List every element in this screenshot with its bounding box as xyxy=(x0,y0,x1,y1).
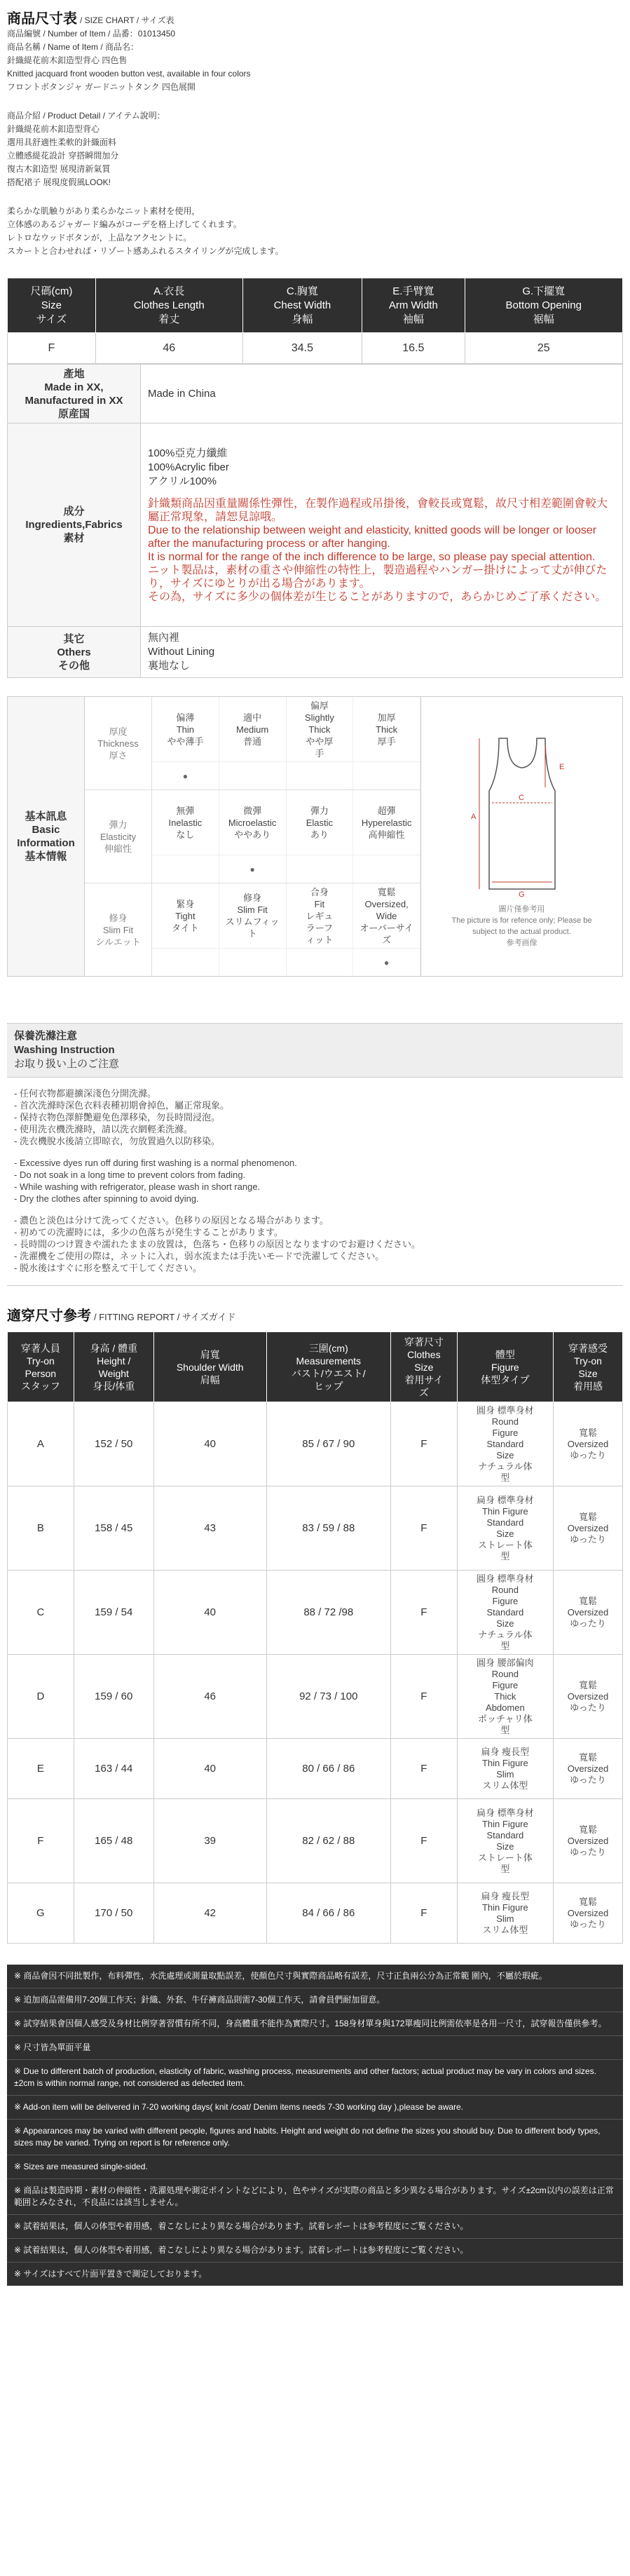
arm-cell: 16.5 xyxy=(362,333,465,364)
empty-slot xyxy=(152,855,219,883)
fit-header: 穿著感受 Try-on Size 着用感 xyxy=(554,1332,623,1402)
selected-dot-icon: ● xyxy=(152,762,219,789)
table-row xyxy=(8,1883,623,1944)
empty-slot xyxy=(353,762,420,789)
table-row xyxy=(8,1486,623,1571)
fit-cell-hw: 158 / 45 xyxy=(74,1486,153,1571)
header-title xyxy=(7,0,623,27)
fit-cell-feel: 寬鬆 Oversized ゆったり xyxy=(554,1799,623,1883)
info-line: 商品編號 / Number of Item / 品番：01013450 xyxy=(7,29,176,39)
note: ※ Appearances may be varied with different people, figures and habits. Height and weight do not define the sizes you should buy. Due to different body types, sizes may be varied. Trying on report is for reference only. xyxy=(7,2120,623,2155)
table-row xyxy=(8,1739,623,1799)
note: ※ 試着結果は，個人の体型や着用感，着こなしにより異なる場合があります。試着レポートは参考程度にご覧ください。 xyxy=(7,2239,623,2263)
fit-cell-size: F xyxy=(391,1402,458,1486)
origin-row xyxy=(8,365,623,423)
detail-line: 搭配裙子 展現度假風LOOK! xyxy=(7,177,111,187)
basic-info-grid xyxy=(85,697,421,976)
note: ※ 試穿結果會因個人感受及身材比例穿著習慣有所不同，身高體重不能作為實際尺寸。158身材單身與172單瘦同比例需依率是各用一尺寸，試穿報告僅供參考。 xyxy=(7,2012,623,2036)
other-value: 無內裡 Without Lining 裏地なし xyxy=(141,627,623,678)
material-value: 100%亞克力纖維 100%Acrylic fiber アクリル100% 針織類商品因重量關係性彈性，在製作過程或吊掛後，會較長或寬鬆，故尺寸相差範圍會較大屬正常現象，請恕見諒哦。 Due to the relationship between weight and elasticity, knitted goods will be longer or looser after the manufacturing process or after hanging. It is normal for the range of the inch difference to be large, so please pay special attention. ニット製品は，素材の重さや伸縮性の特性上，製造過程やハンガー掛けによって丈が伸びたり，サイズにゆとりが出る場合があります。 その為，サイズに多少の個体差が生じることがありますので，あらかじめご了承ください。 xyxy=(141,423,623,627)
chest-cell: 34.5 xyxy=(242,333,362,364)
fit-cell-figure: 圓身 標準身材 Round Figure Standard Size ナチュラル体 型 xyxy=(457,1571,553,1655)
fit-cell-figure: 圓身 腰部偏肉 Round Figure Thick Abdomen ポッチャリ体 型 xyxy=(457,1655,553,1739)
fit-cell-meas: 82 / 62 / 88 xyxy=(266,1799,390,1883)
origin-value: Made in China xyxy=(141,365,623,423)
detail-line: 選用具舒適性柔軟的針織面料 xyxy=(7,137,117,147)
info-line: 商品名稱 / Name of Item / 商品名： xyxy=(7,42,139,52)
basic-option: 彈力 Elastic あり xyxy=(287,790,354,855)
notes-block-zh xyxy=(7,1965,623,2286)
note: ※ 商品會因不同批製作，布料彈性，水洗處理或測量取點誤差，使顏色尺寸與實際商品略有誤差，尺寸正負兩公分為正常範 圍內，不屬於瑕疵。 xyxy=(7,1965,623,1988)
basic-info-row xyxy=(85,790,420,883)
fit-cell-size: F xyxy=(391,1571,458,1655)
note: ※ 商品は製造時期・素材の伸縮性・洗濯処理や測定ポイントなどにより，色やサイズが実際の商品と多少異なる場合があります。サイズ±2cm以内の誤差は正常範囲とみなされ，不良品には該当しません。 xyxy=(7,2179,623,2215)
fit-cell-meas: 88 / 72 /98 xyxy=(266,1571,390,1655)
table-row xyxy=(8,1571,623,1655)
basic-category: 修身 Slim Fit シルエット xyxy=(85,883,152,976)
fit-cell-meas: 92 / 73 / 100 xyxy=(266,1655,390,1739)
note: ※ 試着結果は，個人の体型や着用感，着こなしにより異なる場合があります。試着レポートは参考程度にご覧ください。 xyxy=(7,2215,623,2239)
fit-cell-size: F xyxy=(391,1799,458,1883)
fit-cell-hw: 159 / 54 xyxy=(74,1571,153,1655)
basic-option: 無彈 Inelastic なし xyxy=(152,790,219,855)
fit-header: 身高 / 體重 Height / Weight 身長/体重 xyxy=(74,1332,153,1402)
material-row xyxy=(8,423,623,627)
fit-cell-person: D xyxy=(8,1655,74,1739)
dimension-letter-c: C xyxy=(518,794,524,802)
fit-cell-figure: 扁身 瘦長型 Thin Figure Slim スリム体型 xyxy=(457,1739,553,1799)
fit-cell-meas: 80 / 66 / 86 xyxy=(266,1739,390,1799)
basic-option: 偏薄 Thin やや薄手 xyxy=(152,697,219,761)
fit-cell-figure: 扁身 瘦長型 Thin Figure Slim スリム体型 xyxy=(457,1883,553,1944)
fit-cell-person: F xyxy=(8,1799,74,1883)
info-line: Knitted jacquard front wooden button vest, available in four colors xyxy=(7,69,251,79)
fit-cell-feel: 寬鬆 Oversized ゆったり xyxy=(554,1486,623,1571)
basic-option: 緊身 Tight タイト xyxy=(152,883,219,948)
fit-cell-person: B xyxy=(8,1486,74,1571)
table-row xyxy=(8,1402,623,1486)
selected-dot-icon: ● xyxy=(219,855,287,883)
fit-cell-hw: 165 / 48 xyxy=(74,1799,153,1883)
fit-cell-feel: 寬鬆 Oversized ゆったり xyxy=(554,1883,623,1944)
size-header-chest: C.胸寬 Chest Width 身幅 xyxy=(242,278,362,333)
basic-option: 加厚 Thick 厚手 xyxy=(353,697,420,761)
fit-cell-shoulder: 40 xyxy=(153,1571,266,1655)
other-label: 其它 Others その他 xyxy=(8,627,141,678)
washing-instructions: - 任何衣物都避擴深淺色分開洗滌。 - 首次洗滌時深色衣料表種初期會掉色，屬正常現象。 - 保持衣物色澤鮮艷避免色澤移染，勿長時間浸泡。 - 使用洗衣機洗滌時，請以洗衣網輕柔洗滌。 - 洗衣機脫水後請立即晾衣，勿放置過久以防移染。 - Excessive dyes run off during first washing is a normal phenomenon. - Do not soak in a long time to prevent colors from fading. - While washing with refrigerator, please wash in short range. - Dry the clothes after spinning to avoid dying. - 濃色と淡色は分けて洗ってください。色移りの原因となる場合があります。 - 初めての洗濯時には，多少の色落ちが発生することがあります。 - 長時間のつけ置きや濡れたままの放置は，色落ち・色移りの原因となりますのでお避けください。 - 洗濯機をご使用の際は，ネットに入れ，弱水流または手洗いモードで洗濯してください。 - 脱水後はすぐに形を整えて干してください。 xyxy=(14,1088,420,1273)
fit-cell-feel: 寬鬆 Oversized ゆったり xyxy=(554,1655,623,1739)
dimension-letter-a: A xyxy=(470,813,476,821)
fit-cell-feel: 寬鬆 Oversized ゆったり xyxy=(554,1571,623,1655)
basic-option: 適中 Medium 普通 xyxy=(219,697,287,761)
fit-cell-person: A xyxy=(8,1402,74,1486)
fitting-report-title: 適穿尺寸參考 / FITTING REPORT / サイズガイド xyxy=(7,1308,236,1324)
basic-option: 寬鬆 Oversized, Wide オーバーサイ ズ xyxy=(353,883,420,948)
note: ※ 追加商品需備用7-20個工作天；針織、外套、牛仔褲商品則需7-30個工作天，請會員們耐加留意。 xyxy=(7,1988,623,2012)
fit-cell-size: F xyxy=(391,1883,458,1944)
basic-category: 彈力 Elasticity 伸縮性 xyxy=(85,790,152,883)
info-line: 針織緹花前木釦造型背心 四色售 xyxy=(7,55,128,65)
knit-warning: 針織類商品因重量關係性彈性，在製作過程或吊掛後，會較長或寬鬆，故尺寸相差範圍會較大屬正常現象，請恕見諒哦。 Due to the relationship between weight and elasticity, knitted goods will be longer or looser after the manufacturing process or after hanging. It is normal for the range of the inch difference to be large, so please pay special attention. ニット製品は，素材の重さや伸縮性の特性上，製造過程やハンガー掛けによって丈が伸びたり，サイズにゆとりが出る場合があります。 その為，サイズに多少の個体差が生じることがありますので，あらかじめご了承ください。 xyxy=(148,497,608,603)
length-cell: 46 xyxy=(95,333,242,364)
detail-line-jp: 立体感のあるジャガード編みがコーデを格上げしてくれます。 xyxy=(7,219,242,229)
detail-line: 針織緹花前木釦造型背心 xyxy=(7,124,100,134)
note: ※ 尺寸皆為單面平量 xyxy=(7,2036,623,2060)
fit-cell-feel: 寬鬆 Oversized ゆったり xyxy=(554,1402,623,1486)
note: ※ サイズはすべて片面平置きで測定しております。 xyxy=(14,2269,207,2279)
empty-slot xyxy=(353,855,420,883)
page-title: 商品尺寸表 xyxy=(7,11,77,27)
empty-slot xyxy=(152,949,219,976)
fit-cell-meas: 85 / 67 / 90 xyxy=(266,1402,390,1486)
table-row xyxy=(8,1799,623,1883)
fit-cell-hw: 159 / 60 xyxy=(74,1655,153,1739)
fit-cell-figure: 扁身 標準身材 Thin Figure Standard Size ストレート体 型 xyxy=(457,1799,553,1883)
detail-line: 復古木釦造型 展現清新氣質 xyxy=(7,164,111,174)
fit-cell-meas: 83 / 59 / 88 xyxy=(266,1486,390,1571)
basic-option: 修身 Slim Fit スリムフィッ ト xyxy=(219,883,287,948)
garment-diagram xyxy=(421,697,622,976)
note: ※ Due to different batch of production, elasticity of fabric, washing process, measurements and other factors; actual product may be vary in colors and sizes. ±2cm is within normal range, not considered as defected item. xyxy=(7,2060,623,2096)
bottom-cell: 25 xyxy=(465,333,623,364)
detail-table xyxy=(7,364,623,678)
fit-cell-shoulder: 40 xyxy=(153,1402,266,1486)
size-header-bottom: G.下擺寬 Bottom Opening 裾幅 xyxy=(465,278,623,333)
fit-cell-figure: 扁身 標準身材 Thin Figure Standard Size ストレート体 型 xyxy=(457,1486,553,1571)
other-row xyxy=(8,627,623,678)
dimension-letter-e: E xyxy=(559,763,564,771)
fit-cell-hw: 163 / 44 xyxy=(74,1739,153,1799)
fit-header: 體型 Figure 体型タイプ xyxy=(457,1332,553,1402)
fit-cell-figure: 圓身 標準身材 Round Figure Standard Size ナチュラル体 型 xyxy=(457,1402,553,1486)
basic-info xyxy=(7,696,623,977)
note: ※ Add-on item will be delivered in 7-20 working days( knit /coat/ Denim items needs 7-30 working day ),please be aware. xyxy=(7,2096,623,2120)
fit-cell-shoulder: 43 xyxy=(153,1486,266,1571)
basic-info-label: 基本訊息 Basic Information 基本情報 xyxy=(8,697,85,976)
empty-slot xyxy=(219,949,287,976)
detail-line-jp: レトロなウッドボタンが，上品なアクセントに。 xyxy=(7,233,192,243)
item-info xyxy=(7,27,623,94)
fit-cell-hw: 152 / 50 xyxy=(74,1402,153,1486)
size-header-size: 尺碼(cm) Size サイズ xyxy=(8,278,96,333)
fit-cell-shoulder: 46 xyxy=(153,1655,266,1739)
fit-cell-shoulder: 40 xyxy=(153,1739,266,1799)
fit-cell-feel: 寬鬆 Oversized ゆったり xyxy=(554,1739,623,1799)
basic-option: 合身 Fit レギュ ラーフ ィット xyxy=(287,883,354,948)
empty-slot xyxy=(287,762,354,789)
tank-top-diagram xyxy=(456,724,589,900)
basic-option: 偏厚 Slightly Thick やや厚 手 xyxy=(287,697,354,761)
fit-header: 穿著尺寸 Clothes Size 着用サイ ズ xyxy=(391,1332,458,1402)
empty-slot xyxy=(219,762,287,789)
fit-cell-shoulder: 42 xyxy=(153,1883,266,1944)
fitting-report-table xyxy=(7,1331,623,1944)
material-label: 成分 Ingredients,Fabrics 素材 xyxy=(8,423,141,627)
origin-label: 產地 Made in XX, Manufactured in XX 原産国 xyxy=(8,365,141,423)
fit-cell-size: F xyxy=(391,1486,458,1571)
detail-line: 立體感緹花設計 穿搭瞬間加分 xyxy=(7,151,119,161)
fit-cell-shoulder: 39 xyxy=(153,1799,266,1883)
washing-title: 保養洗滌注意 Washing Instruction お取り扱い上のご注意 xyxy=(7,1023,623,1077)
detail-line-jp: 柔らかな肌触りがあり柔らかなニット素材を使用， xyxy=(7,206,200,216)
basic-info-row xyxy=(85,697,420,790)
table-row xyxy=(8,1655,623,1739)
size-cell: F xyxy=(8,333,96,364)
selected-dot-icon: ● xyxy=(353,949,420,976)
fit-cell-person: C xyxy=(8,1571,74,1655)
dimension-letter-g: G xyxy=(518,890,525,899)
basic-info-row xyxy=(85,883,420,976)
size-header-length: A.衣長 Clothes Length 着丈 xyxy=(95,278,242,333)
fit-cell-size: F xyxy=(391,1739,458,1799)
detail-line: 商品介紹 / Product Detail / アイテム說明： xyxy=(7,111,165,121)
fit-cell-size: F xyxy=(391,1655,458,1739)
note: ※ Sizes are measured single-sided. xyxy=(7,2155,623,2179)
table-row xyxy=(8,333,623,364)
size-chart-table xyxy=(7,278,623,364)
fit-header: 三圍(cm) Measurements バスト/ウエスト/ ヒップ xyxy=(266,1332,390,1402)
info-line: フロントボタンジャ ガードニットタンク 四色展開 xyxy=(7,82,196,92)
basic-option: 超彈 Hyperelastic 高伸縮性 xyxy=(353,790,420,855)
page-subtitle: / SIZE CHART / サイズ表 xyxy=(80,15,174,25)
fit-cell-meas: 84 / 66 / 86 xyxy=(266,1883,390,1944)
detail-line-jp: スカートと合わせれば・リゾート感あふれるスタイリングが完成します。 xyxy=(7,246,284,256)
empty-slot xyxy=(287,949,354,976)
empty-slot xyxy=(287,855,354,883)
basic-option: 微彈 Microelastic ややあり xyxy=(219,790,287,855)
fit-cell-person: G xyxy=(8,1883,74,1944)
product-detail-jp xyxy=(7,205,623,258)
fit-cell-person: E xyxy=(8,1739,74,1799)
basic-category: 厚度 Thickness 厚さ xyxy=(85,697,152,789)
diagram-note: 圖片僅參考用 The picture is for refence only; Please be subject to the actual product. 參考画像 xyxy=(451,905,592,947)
fit-cell-hw: 170 / 50 xyxy=(74,1883,153,1944)
fit-header: 穿著人員 Try-on Person スタッフ xyxy=(8,1332,74,1402)
product-detail xyxy=(7,109,623,189)
size-header-arm: E.手臂寬 Arm Width 袖幅 xyxy=(362,278,465,333)
fit-header: 肩寬 Shoulder Width 肩幅 xyxy=(153,1332,266,1402)
